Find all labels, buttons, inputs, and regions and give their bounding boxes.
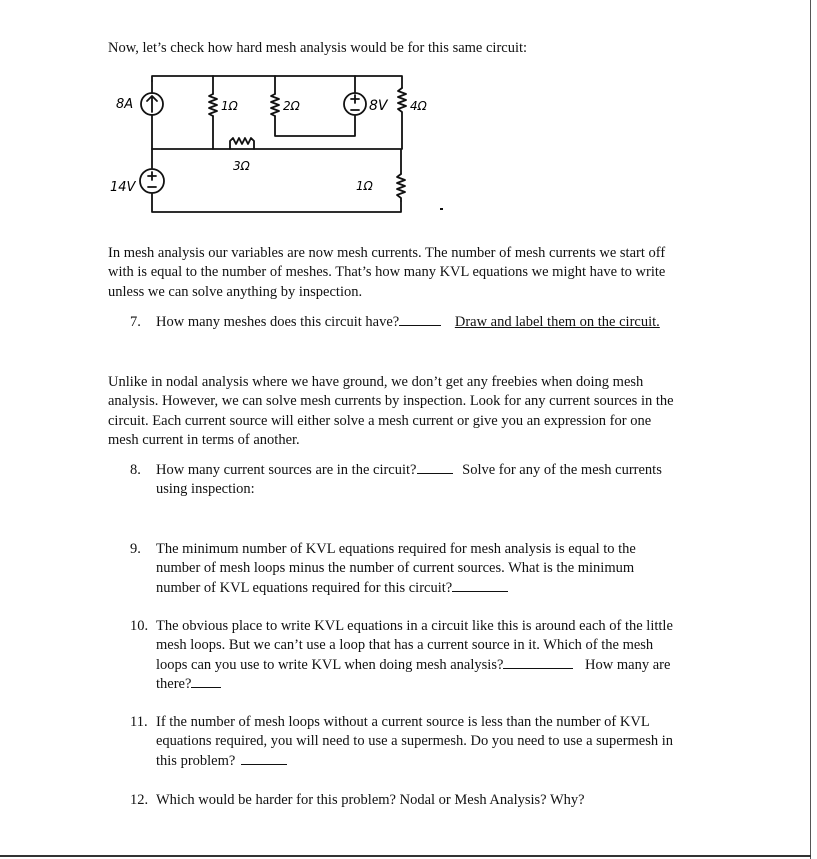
question-text: mesh loops. But we can’t use a loop that has a current source in it. Which of the mesh [156, 637, 654, 654]
question-text: How many current sources are in the circuit? [156, 462, 417, 478]
answer-blank[interactable] [417, 461, 453, 474]
resistor-4ohm [398, 88, 406, 149]
label-r1: 1Ω [221, 99, 238, 113]
answer-blank[interactable] [399, 313, 441, 326]
question-text: Which would be harder for this problem? Nodal or Mesh Analysis? Why? [156, 792, 585, 808]
text-line: circuit. Each current source will either solve a mesh current or give you an expression for one [108, 412, 652, 429]
label-r4: 4Ω [410, 99, 427, 113]
text-line: unless we can solve anything by inspection. [108, 283, 363, 300]
question-number: 8. [130, 462, 141, 478]
question-number: 7. [130, 314, 141, 330]
answer-blank[interactable] [452, 579, 508, 592]
question-text: How many meshes does this circuit have? [156, 314, 400, 330]
current-arrow [147, 96, 157, 112]
answer-blank[interactable] [503, 656, 573, 669]
answer-blank[interactable] [241, 752, 287, 765]
question-9 [130, 540, 730, 598]
resistor-bottom-1ohm [397, 174, 405, 201]
question-text: equations required, you will need to use a supermesh. Do you need to use a supermesh in [156, 733, 674, 750]
question-number: 9. [130, 541, 141, 557]
page-edge [810, 0, 811, 859]
page-edge-bottom [0, 855, 811, 857]
top-wire [152, 76, 402, 88]
text-line: analysis. However, we can solve mesh currents by inspection. Look for any current sources in the [108, 393, 674, 410]
circuit-diagram [100, 66, 460, 226]
question-text: If the number of mesh loops without a current source is less than the number of KVL [156, 714, 650, 730]
stray-mark [440, 208, 443, 210]
paragraph-inspection [108, 373, 738, 451]
question-text: The obvious place to write KVL equations in a circuit like this is around each of the little [156, 618, 673, 634]
text-line: with is equal to the number of meshes. That’s how many KVL equations we might have to write [108, 264, 666, 281]
label-r2: 2Ω [283, 99, 300, 113]
answer-blank[interactable] [191, 675, 221, 688]
question-number: 10. [130, 618, 149, 634]
label-14v: 14V [110, 180, 136, 195]
question-number: 12. [130, 792, 149, 808]
label-r3: 3Ω [233, 159, 250, 173]
polarity-8v [351, 95, 359, 110]
question-text: loops can you use to write KVL when doing mesh analysis? [156, 656, 504, 673]
question-text: there? [156, 676, 192, 693]
question-12 [130, 791, 730, 810]
question-10 [130, 617, 730, 695]
question-8 [130, 461, 730, 500]
intro-text: Now, let’s check how hard mesh analysis would be for this same circuit: [108, 40, 528, 56]
instruction-text: Draw and label them on the circuit. [454, 314, 660, 330]
question-number: 11. [130, 714, 148, 730]
question-text: using inspection: [156, 481, 255, 498]
label-8a: 8A [116, 97, 134, 112]
text-line: In mesh analysis our variables are now mesh currents. The number of mesh currents we start off [108, 245, 666, 261]
paragraph-mesh-intro [108, 244, 738, 302]
question-text: number of KVL equations required for this circuit? [156, 579, 453, 596]
question-text: The minimum number of KVL equations required for mesh analysis is equal to the [156, 541, 636, 557]
label-8v: 8V [369, 98, 388, 114]
question-text: this problem? [156, 752, 236, 769]
question-11 [130, 713, 730, 771]
text-line: Unlike in nodal analysis where we have ground, we don’t get any freebies when doing mesh [108, 374, 644, 390]
question-text: How many are [585, 656, 671, 673]
question-text: Solve for any of the mesh currents [462, 462, 662, 478]
label-r-bottom: 1Ω [356, 179, 373, 193]
resistor-1ohm [209, 94, 217, 116]
question-text: number of mesh loops minus the number of current sources. What is the minimum [156, 560, 635, 577]
middle-wire [152, 149, 401, 174]
text-line: mesh current in terms of another. [108, 432, 300, 449]
polarity-14v [148, 172, 156, 187]
question-7 [130, 313, 730, 332]
resistor-3ohm [230, 138, 254, 149]
resistor-2ohm [271, 94, 279, 116]
